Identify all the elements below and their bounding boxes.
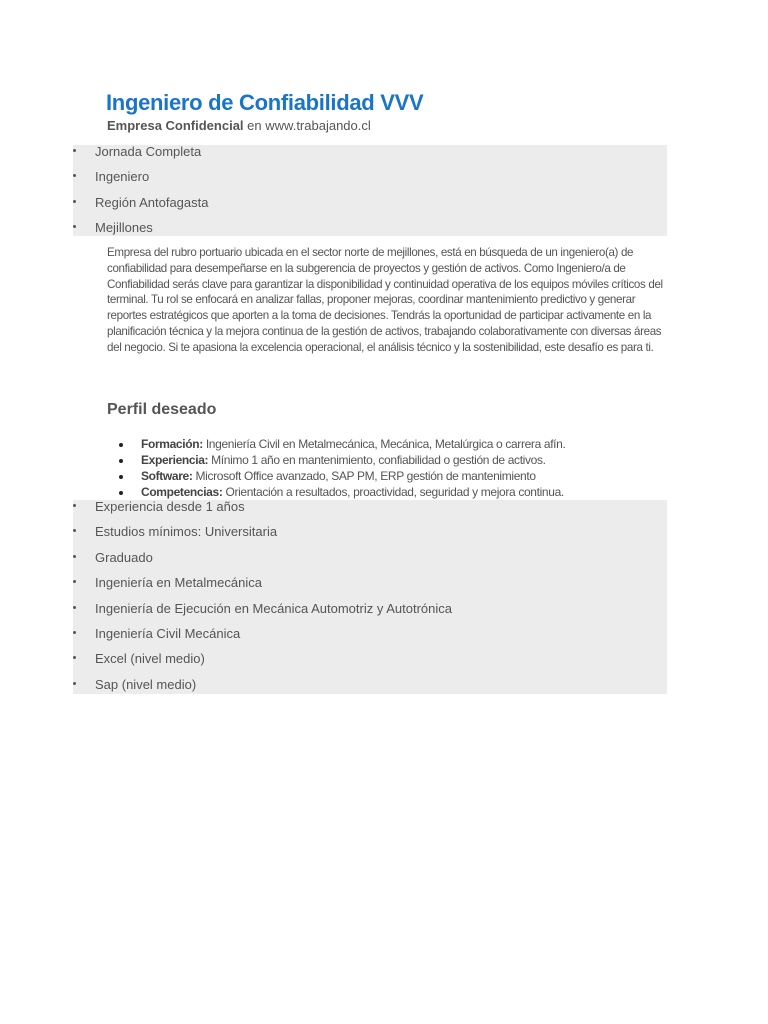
bullet-icon (73, 149, 76, 152)
bullet-icon (73, 606, 76, 609)
list-item (73, 551, 667, 576)
list-item (73, 627, 667, 652)
job-source-line (107, 118, 371, 133)
profile-heading: Perfil deseado (107, 401, 217, 418)
tag-text: Ingeniero (95, 169, 150, 185)
company-name: Empresa Confidencial (107, 118, 244, 133)
requirement-text: Ingeniería de Ejecución en Mecánica Automotriz y Autotrónica (95, 600, 452, 616)
list-item (73, 221, 667, 246)
list-item (73, 500, 667, 525)
bullet-icon (73, 529, 76, 532)
requirements-list (73, 500, 667, 694)
bullet-icon (73, 225, 76, 228)
job-title: Ingeniero de Confiabilidad VVV (106, 90, 424, 115)
bullet-icon (119, 491, 123, 495)
requirement-text: Ingeniería en Metalmecánica (95, 575, 262, 591)
requirement-text: Graduado (95, 549, 153, 565)
tag-text: Región Antofagasta (95, 194, 209, 210)
bullet-icon (73, 174, 76, 177)
requirement-text: Excel (nivel medio) (95, 651, 205, 667)
profile-item-text: Orientación a resultados, proactividad, seguridad y mejora continua. (222, 485, 564, 499)
requirement-text: Estudios mínimos: Universitaria (95, 524, 278, 540)
bullet-icon (73, 682, 76, 685)
profile-item-label: Competencias: (141, 485, 223, 499)
list-item (73, 525, 667, 550)
job-tags-list (73, 145, 667, 236)
profile-item-label: Formación: (141, 437, 203, 451)
job-description: Empresa del rubro portuario ubicada en el sector norte de mejillones, está en búsqueda de un ingeniero(a) de confiabilidad para desempeñarse en la subgerencia de proyectos y gestión de activos. Como Ingeniero/a de Confiabilidad serás clave para garantizar la disponibilidad y continuidad operativa de los equipos móviles críticos del terminal. Tu rol se enfocará en analizar fallas, proponer mejoras, coordinar mantenimiento predictivo y generar reportes estratégicos que aporten a la toma de decisiones. Tendrás la oportunidad de participar activamente en la planificación técnica y la mejora continua de la gestión de activos, trabajando colaborativamente con diversas áreas del negocio. Si te apasiona la excelencia operacional, el análisis técnico y la sostenibilidad, este desafío es para ti. (107, 246, 663, 354)
bullet-icon (73, 200, 76, 203)
profile-item-text: Ingeniería Civil en Metalmecánica, Mecánica, Metalúrgica o carrera afín. (202, 437, 566, 451)
bullet-icon (73, 656, 76, 659)
profile-item-label: Experiencia: (141, 453, 209, 467)
bullet-icon (119, 475, 123, 479)
bullet-icon (119, 459, 123, 463)
source-prefix: en (247, 118, 262, 133)
list-item (73, 652, 667, 677)
requirement-text: Experiencia desde 1 años (95, 499, 245, 514)
list-item (73, 170, 667, 195)
list-item (73, 602, 667, 627)
profile-item-experiencia (117, 453, 677, 469)
list-item (73, 145, 667, 170)
profile-item-text: Mínimo 1 año en mantenimiento, confiabilidad o gestión de activos. (208, 453, 546, 467)
list-item (73, 196, 667, 221)
tag-text: Mejillones (95, 220, 153, 236)
bullet-icon (119, 443, 123, 447)
profile-item-software (117, 469, 677, 485)
list-item (73, 678, 667, 703)
requirement-text: Sap (nivel medio) (95, 676, 197, 692)
bullet-icon (73, 580, 76, 583)
bullet-icon (73, 504, 76, 507)
list-item (73, 576, 667, 601)
profile-item-formacion (117, 437, 677, 453)
tag-text: Jornada Completa (95, 144, 202, 159)
profile-item-label: Software: (141, 469, 193, 483)
requirement-text: Ingeniería Civil Mecánica (95, 625, 241, 641)
profile-item-text: Microsoft Office avanzado, SAP PM, ERP gestión de mantenimiento (192, 469, 536, 483)
source-site: www.trabajando.cl (265, 118, 371, 133)
profile-list (117, 437, 677, 501)
bullet-icon (73, 631, 76, 634)
bullet-icon (73, 555, 76, 558)
